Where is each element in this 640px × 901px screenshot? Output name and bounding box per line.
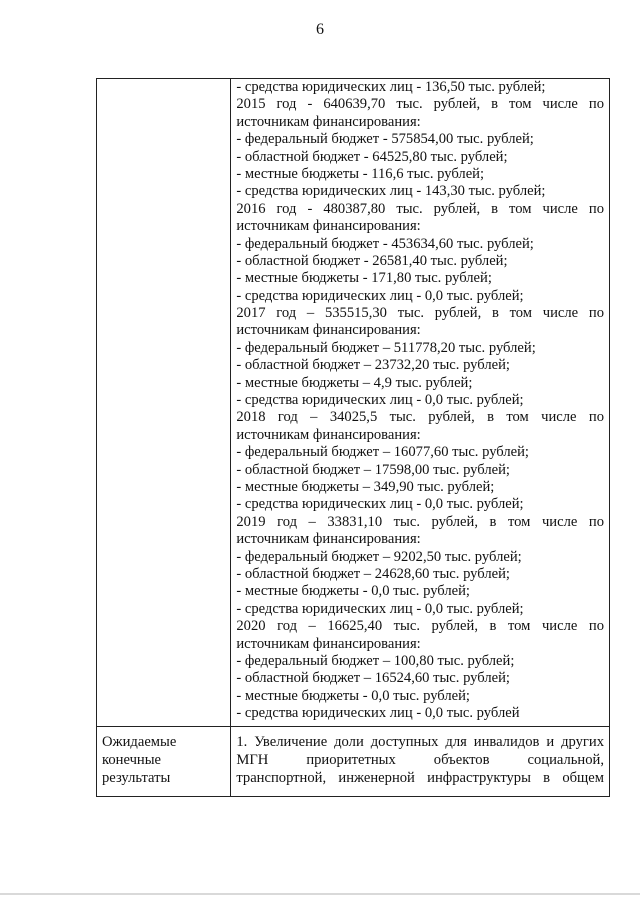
results-text bbox=[236, 734, 604, 787]
results-text-line: МГН приоритетных объектов социальной, bbox=[236, 752, 604, 769]
funding-line: - федеральный бюджет – 16077,60 тыс. рублей; bbox=[236, 444, 529, 461]
funding-line: 2016 год - 480387,80 тыс. рублей, в том числе по bbox=[236, 200, 604, 217]
results-row bbox=[97, 727, 610, 797]
passport-table bbox=[96, 78, 610, 797]
funding-line: - местные бюджеты – 349,90 тыс. рублей; bbox=[236, 478, 495, 495]
funding-line: - местные бюджеты - 171,80 тыс. рублей; bbox=[236, 270, 492, 287]
results-label-cell bbox=[97, 727, 231, 797]
funding-line: - средства юридических лиц - 0,0 тыс. рублей; bbox=[236, 392, 524, 409]
funding-line: - областной бюджет – 16524,60 тыс. рублей; bbox=[236, 670, 510, 687]
funding-line: - местные бюджеты – 4,9 тыс. рублей; bbox=[236, 374, 473, 391]
funding-line: - федеральный бюджет - 453634,60 тыс. рублей; bbox=[236, 235, 534, 252]
funding-line: - областной бюджет - 26581,40 тыс. рублей; bbox=[236, 252, 508, 269]
funding-line: источникам финансирования: bbox=[236, 635, 421, 652]
funding-line: - областной бюджет – 24628,60 тыс. рублей; bbox=[236, 565, 510, 582]
funding-label-cell bbox=[97, 79, 231, 727]
funding-line: источникам финансирования: bbox=[236, 531, 421, 548]
funding-line: 2017 год – 535515,30 тыс. рублей, в том числе по bbox=[236, 305, 604, 322]
funding-line: источникам финансирования: bbox=[236, 322, 421, 339]
results-text-line: транспортной, инженерной инфраструктуры в общем bbox=[236, 770, 604, 787]
funding-row bbox=[97, 79, 610, 727]
funding-line: - федеральный бюджет – 100,80 тыс. рублей; bbox=[236, 652, 515, 669]
funding-cell bbox=[231, 79, 610, 727]
funding-line: 2019 год – 33831,10 тыс. рублей, в том числе по bbox=[236, 513, 604, 530]
funding-line: 2018 год – 34025,5 тыс. рублей, в том числе по bbox=[236, 409, 604, 426]
page-number: 6 bbox=[316, 21, 324, 38]
funding-line: 2015 год - 640639,70 тыс. рублей, в том числе по bbox=[236, 96, 604, 113]
funding-line: источникам финансирования: bbox=[236, 218, 421, 235]
funding-line: 2020 год – 16625,40 тыс. рублей, в том числе по bbox=[236, 618, 604, 635]
funding-line: - средства юридических лиц - 143,30 тыс. рублей; bbox=[236, 183, 546, 200]
funding-line: - областной бюджет - 64525,80 тыс. рублей; bbox=[236, 148, 508, 165]
funding-line: - средства юридических лиц - 0,0 тыс. рублей bbox=[236, 705, 520, 722]
results-label bbox=[102, 734, 225, 787]
funding-line: - федеральный бюджет - 575854,00 тыс. рублей; bbox=[236, 131, 534, 148]
funding-line: - федеральный бюджет – 511778,20 тыс. рублей; bbox=[236, 339, 536, 356]
funding-line: источникам финансирования: bbox=[236, 113, 421, 130]
funding-line: - средства юридических лиц - 0,0 тыс. рублей; bbox=[236, 287, 524, 304]
funding-line: - местные бюджеты - 0,0 тыс. рублей; bbox=[236, 687, 470, 704]
funding-line: - местные бюджеты - 116,6 тыс. рублей; bbox=[236, 165, 485, 182]
funding-line: - средства юридических лиц - 0,0 тыс. рублей; bbox=[236, 496, 524, 513]
results-label-line: конечные bbox=[102, 752, 162, 769]
results-text-cell bbox=[231, 727, 610, 797]
funding-line: источникам финансирования: bbox=[236, 426, 421, 443]
funding-line: - местные бюджеты - 0,0 тыс. рублей; bbox=[236, 583, 470, 600]
page-bottom-rule bbox=[0, 893, 640, 895]
results-text-line: 1. Увеличение доли доступных для инвалидов и других bbox=[236, 734, 604, 751]
funding-line: - областной бюджет – 23732,20 тыс. рублей; bbox=[236, 357, 510, 374]
results-label-line: Ожидаемые bbox=[102, 734, 177, 751]
funding-line: - средства юридических лиц - 136,50 тыс. рублей; bbox=[236, 79, 546, 95]
funding-line: - средства юридических лиц - 0,0 тыс. рублей; bbox=[236, 600, 524, 617]
funding-lines bbox=[236, 79, 604, 722]
results-label-line: результаты bbox=[102, 770, 171, 787]
funding-line: - областной бюджет – 17598,00 тыс. рублей; bbox=[236, 461, 510, 478]
funding-line: - федеральный бюджет – 9202,50 тыс. рублей; bbox=[236, 548, 522, 565]
